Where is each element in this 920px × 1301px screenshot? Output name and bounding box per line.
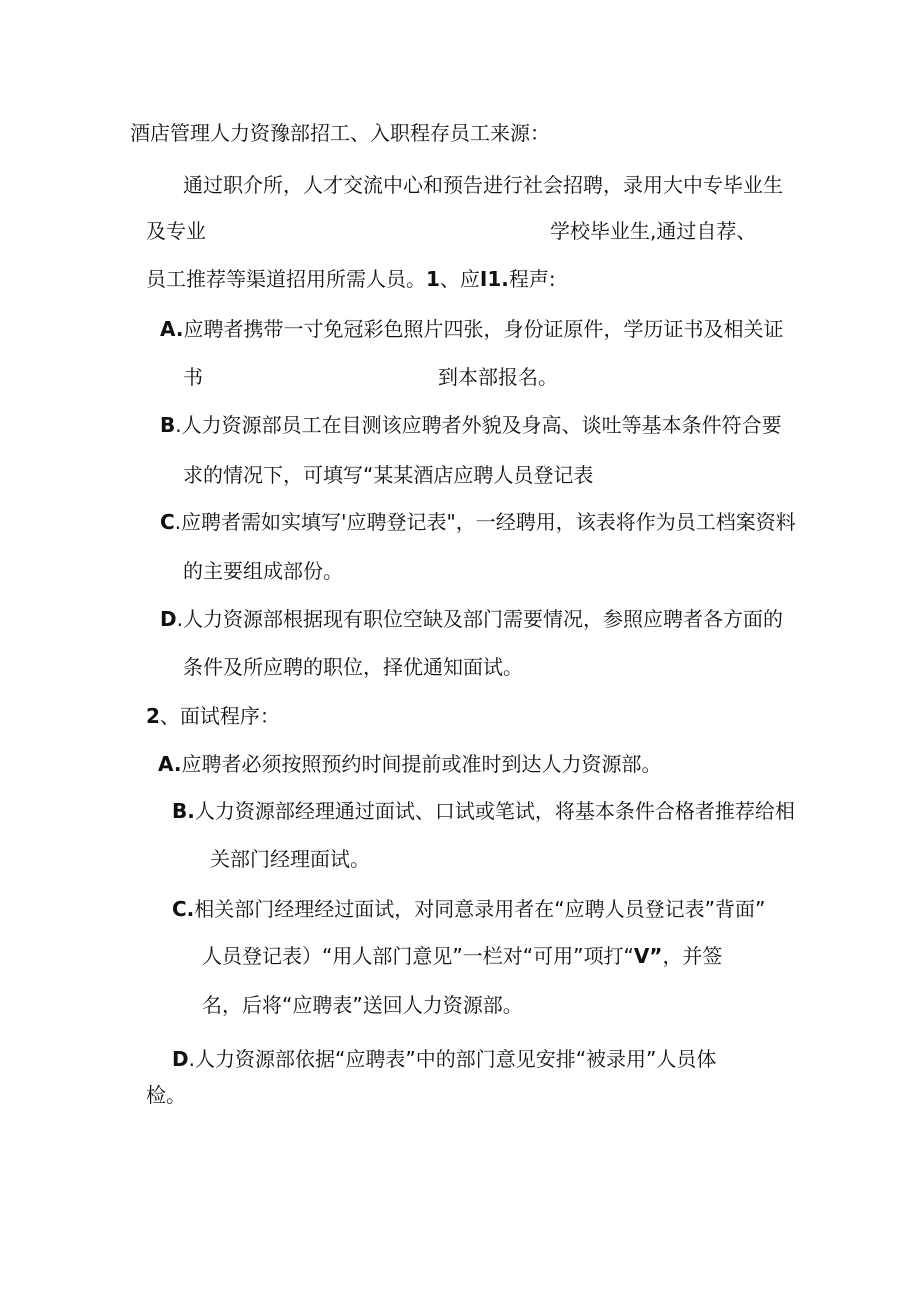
source-line-3b: 、应 — [439, 267, 480, 291]
apply-b-line-2: 求的情况下，可填写“某某酒店应聘人员登记表 — [183, 463, 594, 487]
apply-a-letter: A. — [160, 317, 184, 341]
section-number-1: 1 — [426, 267, 440, 291]
source-line-3a: 员工推荐等渠道招用所需人员。 — [146, 267, 426, 291]
source-line-3-bold: I1. — [479, 267, 509, 291]
source-line-3c: 程声: — [508, 267, 556, 291]
apply-item-a — [160, 316, 783, 342]
interview-heading — [146, 703, 280, 729]
interview-b-line-2: 关部门经理面试。 — [210, 847, 370, 871]
interview-c-line-2-bold: V” — [633, 944, 663, 968]
interview-c-line-3: 名，后将“应聘表”送回人力资源部。 — [202, 993, 523, 1017]
interview-c-line-2a: 人员登记表）“用人部门意见”一栏对“可用”项打“ — [202, 944, 634, 968]
apply-a-line-2a: 书 — [183, 365, 203, 389]
interview-a-line-1: 应聘者必须按照预约时间提前或准时到达人力资源部。 — [181, 752, 662, 776]
apply-item-b — [160, 412, 782, 438]
source-line-2a: 及专业 — [146, 219, 206, 243]
interview-c-line-1: 相关部门经理经过面试，对同意录用者在“应聘人员登记表”背面” — [194, 897, 766, 921]
section-number-2: 2 — [146, 704, 160, 728]
apply-b-line-1: .人力资源部员工在目测该应聘者外貌及身高、谈吐等基本条件符合要 — [175, 413, 782, 437]
apply-item-d — [160, 606, 783, 632]
apply-item-c — [160, 509, 796, 535]
apply-d-line-2: 条件及所应聘的职位，择优通知面试。 — [183, 655, 523, 679]
apply-c-line-1: .应聘者需如实填写'应聘登记表"，一经聘用，该表将作为员工档案资料 — [174, 510, 796, 534]
interview-d-line-1: .人力资源部依据“应聘表”中的部门意见安排“被录用”人员体 — [188, 1047, 717, 1071]
source-line-2b: 学校毕业生,通过自荐、 — [550, 219, 757, 243]
interview-b-line-1: 人力资源部经理通过面试、口试或笔试，将基本条件合格者推荐给相 — [194, 799, 795, 823]
apply-d-line-1: .人力资源部根据现有职位空缺及部门需要情况，参照应聘者各方面的 — [176, 607, 783, 631]
interview-item-b — [172, 798, 795, 824]
interview-heading-text: 、面试程序： — [159, 704, 280, 728]
interview-c-line-2b: ，并签 — [662, 944, 723, 968]
interview-d-letter: D — [172, 1047, 189, 1071]
interview-b-letter: B. — [172, 799, 195, 823]
interview-item-a — [158, 751, 661, 777]
source-line-1: 通过职介所，人才交流中心和预告进行社会招聘，录用大中专毕业生 — [183, 173, 783, 197]
interview-d-line-2: 检。 — [146, 1083, 186, 1107]
interview-item-c — [172, 896, 765, 922]
interview-c-letter: C. — [172, 897, 195, 921]
apply-c-letter: C — [160, 510, 175, 534]
apply-c-line-2: 的主要组成部份。 — [183, 559, 343, 583]
apply-a-line-1: 应聘者携带一寸免冠彩色照片四张，身份证原件，学历证书及相关证 — [183, 317, 784, 341]
document-title: 酒店管理人力资豫部招工、入职程存员工来源： — [130, 121, 550, 145]
interview-a-letter: A. — [158, 752, 182, 776]
interview-item-d — [172, 1046, 716, 1072]
apply-b-letter: B — [160, 413, 176, 437]
interview-c-line-2 — [202, 943, 722, 969]
source-line-3 — [146, 266, 556, 292]
apply-a-line-2b: 到本部报名。 — [438, 365, 558, 389]
apply-d-letter: D — [160, 607, 177, 631]
